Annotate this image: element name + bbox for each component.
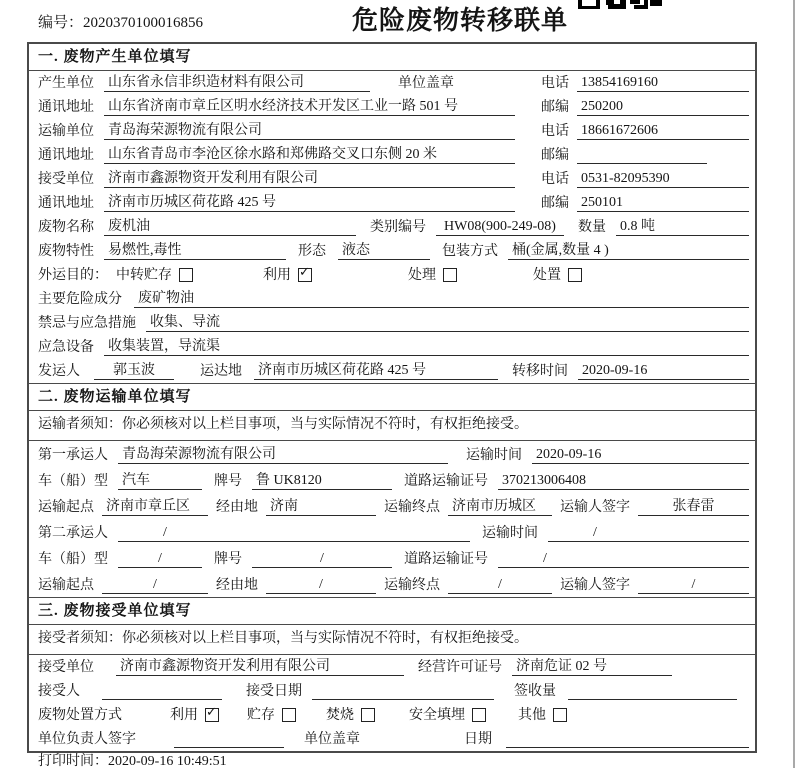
producer-value: 山东省永信非织造材料有限公司 (104, 71, 370, 92)
checkbox-treat (443, 268, 457, 282)
waste-name-value: 废机油 (104, 215, 356, 236)
checkbox-utilize (298, 268, 312, 282)
via-value: 济南 (266, 495, 376, 516)
transport-time-value: 2020-09-16 (532, 447, 749, 464)
receiver-label: 接受单位 (38, 172, 94, 187)
producer-label: 产生单位 (38, 76, 94, 91)
destination-label: 运达地 (200, 364, 242, 379)
waste-name-label: 废物名称 (38, 220, 94, 235)
origin-value-2: / (102, 577, 208, 594)
transporter-notice-label: 运输者须知： (38, 416, 122, 432)
quantity-label: 数量 (578, 220, 606, 235)
head-signature-row (29, 727, 755, 751)
emergency-measures-label: 禁忌与应急措施 (38, 316, 136, 331)
transfer-time-label: 转移时间 (512, 364, 568, 379)
receiver-phone-value: 0531-82095390 (577, 171, 749, 188)
checkbox-transfer-storage (179, 268, 193, 282)
waste-name-row (29, 215, 755, 239)
serial-value: 2020370100016856 (83, 15, 204, 31)
acceptor-row (29, 679, 755, 703)
origin-label: 运输起点 (38, 578, 94, 593)
route-row-1 (29, 493, 755, 519)
license-number-label: 经营许可证号 (418, 660, 502, 675)
waste-character-label: 废物特性 (38, 244, 94, 259)
transporter-row (29, 119, 755, 143)
phone-label: 电话 (541, 124, 569, 139)
road-permit-label: 道路运输证号 (404, 552, 488, 567)
endpoint-label: 运输终点 (384, 578, 440, 593)
transfer-time-value: 2020-09-16 (578, 363, 749, 380)
transport-time-label: 运输时间 (466, 448, 522, 463)
address-label: 通讯地址 (38, 100, 94, 115)
transporter-sign-value: 张春雷 (638, 495, 749, 516)
plate-number-value-2: / (252, 551, 392, 568)
emergency-equipment-value: 收集装置，导流渠 (104, 335, 749, 356)
receiver-address-row (29, 191, 755, 215)
waste-character-value: 易燃性,毒性 (104, 239, 286, 260)
checkbox-incinerate (361, 708, 375, 722)
hazard-component-row (29, 287, 755, 311)
receiver-value: 济南市鑫源物资开发利用有限公司 (104, 167, 515, 188)
transporter-label: 运输单位 (38, 124, 94, 139)
checkbox-store (282, 708, 296, 722)
section1-header: 一. 废物产生单位填写 (29, 44, 755, 71)
transfer-purpose-label: 外运目的： (38, 268, 108, 283)
vehicle-type-value: 汽车 (118, 469, 202, 490)
acceptor-label: 接受人 (38, 684, 80, 699)
waste-character-row (29, 239, 755, 263)
serial-label: 编号： (38, 15, 84, 31)
producer-phone-value: 13854169160 (577, 75, 749, 92)
producer-row (29, 71, 755, 95)
receiver-address-value: 济南市历城区荷花路 425 号 (104, 191, 515, 212)
receiver-notice-text: 你必须核对以上栏目事项，当与实际情况不符时，有权拒绝接受。 (122, 630, 528, 646)
plate-number-label: 牌号 (214, 474, 242, 489)
quantity-value: 0.8 吨 (616, 215, 749, 236)
disposal-option-label: 焚烧 (326, 708, 354, 723)
road-permit-label: 道路运输证号 (404, 474, 488, 489)
vehicle-row-1 (29, 467, 755, 493)
print-time-value: 2020-09-16 10:49:51 (108, 754, 227, 769)
first-carrier-row (29, 441, 755, 467)
emergency-equipment-row (29, 335, 755, 359)
producer-address-row (29, 95, 755, 119)
second-carrier-label: 第二承运人 (38, 526, 108, 541)
emergency-measures-value: 收集、导流 (146, 311, 749, 332)
unit-seal-label: 单位盖章 (304, 732, 360, 747)
checkbox-utilize (205, 708, 219, 722)
transporter-address-row (29, 143, 755, 167)
shipper-value: 郭玉波 (94, 359, 174, 380)
zip-label: 邮编 (541, 100, 569, 115)
disposal-option-label: 贮存 (247, 708, 275, 723)
zip-label: 邮编 (541, 148, 569, 163)
unit-seal-label: 单位盖章 (398, 76, 454, 91)
road-permit-value-2: / (498, 551, 749, 568)
plate-number-value: 鲁 UK8120 (252, 469, 392, 490)
hazard-component-value: 废矿物油 (134, 287, 749, 308)
endpoint-value: 济南市历城区 (448, 495, 552, 516)
acceptor-value (102, 699, 222, 700)
transport-time-label: 运输时间 (482, 526, 538, 541)
destination-value: 济南市历城区荷花路 425 号 (254, 359, 498, 380)
producer-address-value: 山东省济南市章丘区明水经济技术开发区工业一路 501 号 (104, 95, 515, 116)
head-signature-value (174, 747, 284, 748)
form-state-label: 形态 (298, 244, 326, 259)
transfer-form-table (27, 42, 757, 753)
category-code-label: 类别编号 (370, 220, 426, 235)
route-row-2 (29, 571, 755, 597)
accept-unit-row (29, 655, 755, 679)
plate-number-label: 牌号 (214, 552, 242, 567)
disposal-option-label: 利用 (170, 708, 198, 723)
checkbox-landfill (472, 708, 486, 722)
emergency-equipment-label: 应急设备 (38, 340, 94, 355)
section2-header: 二. 废物运输单位填写 (29, 383, 755, 411)
vehicle-type-label: 车（船）型 (38, 474, 108, 489)
transporter-phone-value: 18661672606 (577, 123, 749, 140)
purpose-option-label: 处置 (533, 268, 561, 283)
hazard-component-label: 主要危险成分 (38, 292, 122, 307)
purpose-option-label: 处理 (408, 268, 436, 283)
transporter-sign-label: 运输人签字 (560, 500, 630, 515)
road-permit-value: 370213006408 (498, 473, 749, 490)
vehicle-type-label: 车（船）型 (38, 552, 108, 567)
transporter-value: 青岛海荣源物流有限公司 (104, 119, 515, 140)
packing-label: 包装方式 (442, 244, 498, 259)
endpoint-value-2: / (448, 577, 552, 594)
sign-date-label: 日期 (464, 732, 492, 747)
disposal-method-row (29, 703, 755, 727)
disposal-option-label: 安全填埋 (409, 708, 465, 723)
accept-date-label: 接受日期 (246, 684, 302, 699)
packing-value: 桶(金属,数量 4 ) (508, 239, 749, 260)
disposal-method-label: 废物处置方式 (38, 708, 122, 723)
print-time-label: 打印时间： (38, 754, 108, 769)
section3-header: 三. 废物接受单位填写 (29, 597, 755, 625)
print-time (38, 750, 227, 770)
checkbox-other (553, 708, 567, 722)
endpoint-label: 运输终点 (384, 500, 440, 515)
via-value-2: / (266, 577, 376, 594)
page-edge-divider (793, 0, 795, 768)
vehicle-type-value-2: / (118, 551, 202, 568)
receiver-notice-label: 接受者须知： (38, 630, 122, 646)
received-qty-label: 签收量 (514, 684, 556, 699)
transporter-notice-text: 你必须核对以上栏目事项，当与实际情况不符时，有权拒绝接受。 (122, 416, 528, 432)
transporter-zip-value (577, 163, 707, 164)
receiver-notice-row (29, 625, 755, 655)
via-label: 经由地 (216, 578, 258, 593)
license-number-value: 济南危证 02 号 (512, 655, 672, 676)
vehicle-row-2 (29, 545, 755, 571)
emergency-measures-row (29, 311, 755, 335)
receiver-zip-value: 250101 (577, 195, 749, 212)
origin-label: 运输起点 (38, 500, 94, 515)
receiver-row (29, 167, 755, 191)
via-label: 经由地 (216, 500, 258, 515)
zip-label: 邮编 (541, 196, 569, 211)
transporter-notice-row (29, 411, 755, 441)
accept-unit-value: 济南市鑫源物资开发利用有限公司 (116, 655, 404, 676)
transporter-sign-label: 运输人签字 (560, 578, 630, 593)
head-signature-label: 单位负责人签字 (38, 732, 136, 747)
form-title: 危险废物转移联单 (351, 6, 568, 35)
form-state-value: 液态 (338, 239, 430, 260)
origin-value: 济南市章丘区 (102, 495, 208, 516)
qr-code-partial-icon (578, 0, 662, 10)
transport-time-value-2: / (548, 525, 749, 542)
shipper-label: 发运人 (38, 364, 80, 379)
accept-unit-label: 接受单位 (38, 660, 94, 675)
transfer-purpose-row (29, 263, 755, 287)
address-label: 通讯地址 (38, 196, 94, 211)
phone-label: 电话 (541, 172, 569, 187)
phone-label: 电话 (541, 76, 569, 91)
accept-date-value (312, 699, 494, 700)
second-carrier-value: / (118, 525, 470, 542)
address-label: 通讯地址 (38, 148, 94, 163)
producer-zip-value: 250200 (577, 99, 749, 116)
shipper-row (29, 359, 755, 383)
first-carrier-value: 青岛海荣源物流有限公司 (118, 443, 448, 464)
category-code-value: HW08(900-249-08) (436, 219, 564, 236)
purpose-option-label: 利用 (263, 268, 291, 283)
second-carrier-row (29, 519, 755, 545)
received-qty-value (568, 699, 737, 700)
transporter-address-value: 山东省青岛市李沧区徐水路和郑佛路交叉口东侧 20 米 (104, 143, 515, 164)
purpose-option-label: 中转贮存 (116, 268, 172, 283)
disposal-option-label: 其他 (518, 708, 546, 723)
first-carrier-label: 第一承运人 (38, 448, 108, 463)
checkbox-dispose (568, 268, 582, 282)
transporter-sign-value-2: / (638, 577, 749, 594)
sign-date-value (506, 747, 749, 748)
